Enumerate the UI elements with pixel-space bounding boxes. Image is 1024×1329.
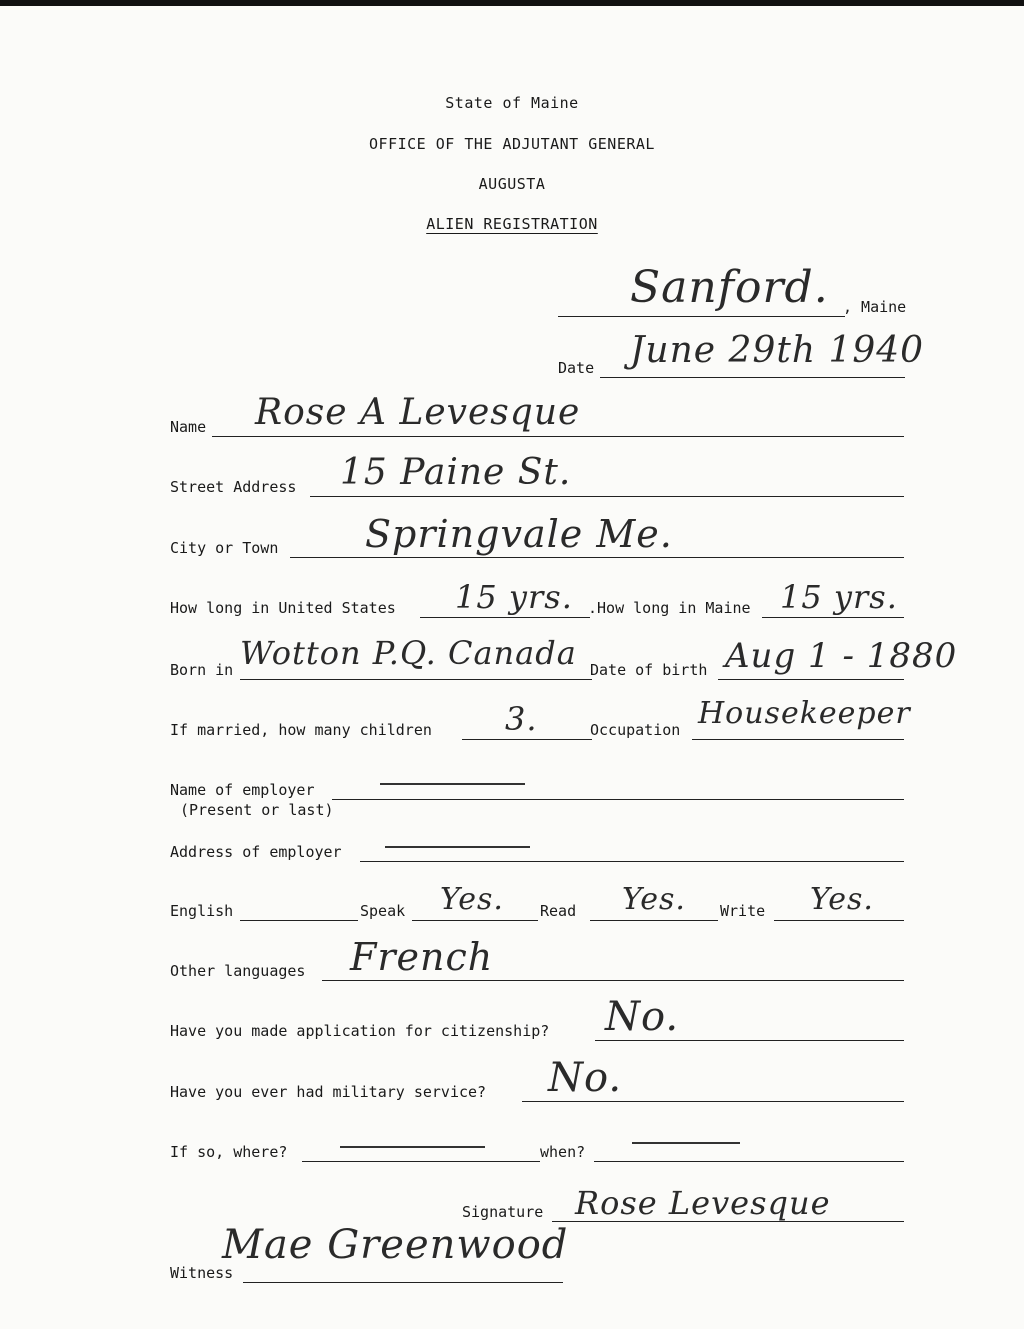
employer-dash bbox=[380, 783, 525, 785]
scan-top-edge bbox=[0, 0, 1024, 6]
occupation-label: Occupation bbox=[590, 721, 681, 739]
header-city: AUGUSTA bbox=[478, 175, 546, 193]
children-label: If married, how many children bbox=[170, 721, 432, 739]
employer-sub-label: (Present or last) bbox=[180, 801, 334, 819]
employer-address-dash bbox=[385, 846, 530, 848]
employer-label: Name of employer bbox=[170, 781, 315, 799]
write-label: Write bbox=[720, 902, 766, 920]
us-entry: 15 yrs. bbox=[455, 578, 573, 616]
when-line bbox=[594, 1161, 904, 1162]
write-entry: Yes. bbox=[810, 882, 874, 917]
date-line bbox=[600, 377, 905, 378]
street-entry: 15 Paine St. bbox=[340, 452, 572, 493]
read-entry: Yes. bbox=[622, 882, 686, 917]
witness-entry: Mae Greenwood bbox=[222, 1222, 569, 1268]
maine-line bbox=[762, 617, 904, 618]
dob-entry: Aug 1 - 1880 bbox=[725, 636, 958, 676]
date-entry: June 29th 1940 bbox=[630, 330, 925, 371]
read-line bbox=[590, 920, 718, 921]
name-entry: Rose A Levesque bbox=[255, 392, 581, 433]
city-label: City or Town bbox=[170, 539, 279, 557]
occupation-entry: Housekeeper bbox=[698, 696, 911, 731]
when-dash bbox=[632, 1142, 740, 1144]
employer-address-line bbox=[360, 861, 904, 862]
military-line bbox=[522, 1101, 904, 1102]
write-line bbox=[774, 920, 904, 921]
header-title: ALIEN REGISTRATION bbox=[426, 215, 598, 233]
occupation-line bbox=[692, 739, 904, 740]
read-label: Read bbox=[540, 902, 577, 920]
where-line bbox=[302, 1161, 540, 1162]
city-line bbox=[290, 557, 904, 558]
children-entry: 3. bbox=[505, 700, 538, 738]
born-label: Born in bbox=[170, 661, 234, 679]
signature-label: Signature bbox=[462, 1203, 544, 1221]
witness-label: Witness bbox=[170, 1264, 234, 1282]
other-languages-entry: French bbox=[350, 935, 494, 979]
citizenship-label: Have you made application for citizenship? bbox=[170, 1022, 550, 1040]
header-state: State of Maine bbox=[445, 94, 579, 112]
city-entry: Springvale Me. bbox=[365, 512, 673, 556]
maine-entry: 15 yrs. bbox=[780, 578, 898, 616]
when-label: when? bbox=[540, 1143, 586, 1161]
street-line bbox=[310, 496, 904, 497]
english-label: English bbox=[170, 902, 234, 920]
signature-entry: Rose Levesque bbox=[575, 1184, 831, 1222]
children-line bbox=[462, 739, 592, 740]
place-entry: Sanford. bbox=[630, 262, 829, 313]
dob-label: Date of birth bbox=[590, 661, 708, 679]
other-languages-label: Other languages bbox=[170, 962, 306, 980]
speak-entry: Yes. bbox=[440, 882, 504, 917]
other-languages-line bbox=[322, 980, 904, 981]
date-label: Date bbox=[558, 359, 595, 377]
citizenship-entry: No. bbox=[605, 994, 680, 1040]
street-label: Street Address bbox=[170, 478, 297, 496]
witness-line bbox=[243, 1282, 563, 1283]
place-suffix: , Maine bbox=[843, 298, 907, 316]
name-label: Name bbox=[170, 418, 207, 436]
us-line bbox=[420, 617, 590, 618]
military-label: Have you ever had military service? bbox=[170, 1083, 487, 1101]
employer-address-label: Address of employer bbox=[170, 843, 342, 861]
born-entry: Wotton P.Q. Canada bbox=[240, 634, 577, 672]
born-line bbox=[240, 679, 592, 680]
where-label: If so, where? bbox=[170, 1143, 288, 1161]
us-label: How long in United States bbox=[170, 599, 396, 617]
dob-line bbox=[718, 679, 904, 680]
english-line bbox=[240, 920, 358, 921]
maine-label: .How long in Maine bbox=[588, 599, 751, 617]
name-line bbox=[212, 436, 904, 437]
header-office: OFFICE OF THE ADJUTANT GENERAL bbox=[369, 135, 655, 153]
speak-line bbox=[412, 920, 538, 921]
employer-line bbox=[332, 799, 904, 800]
place-line bbox=[558, 316, 845, 317]
military-entry: No. bbox=[548, 1055, 623, 1101]
where-dash bbox=[340, 1146, 485, 1148]
citizenship-line bbox=[595, 1040, 904, 1041]
speak-label: Speak bbox=[360, 902, 406, 920]
